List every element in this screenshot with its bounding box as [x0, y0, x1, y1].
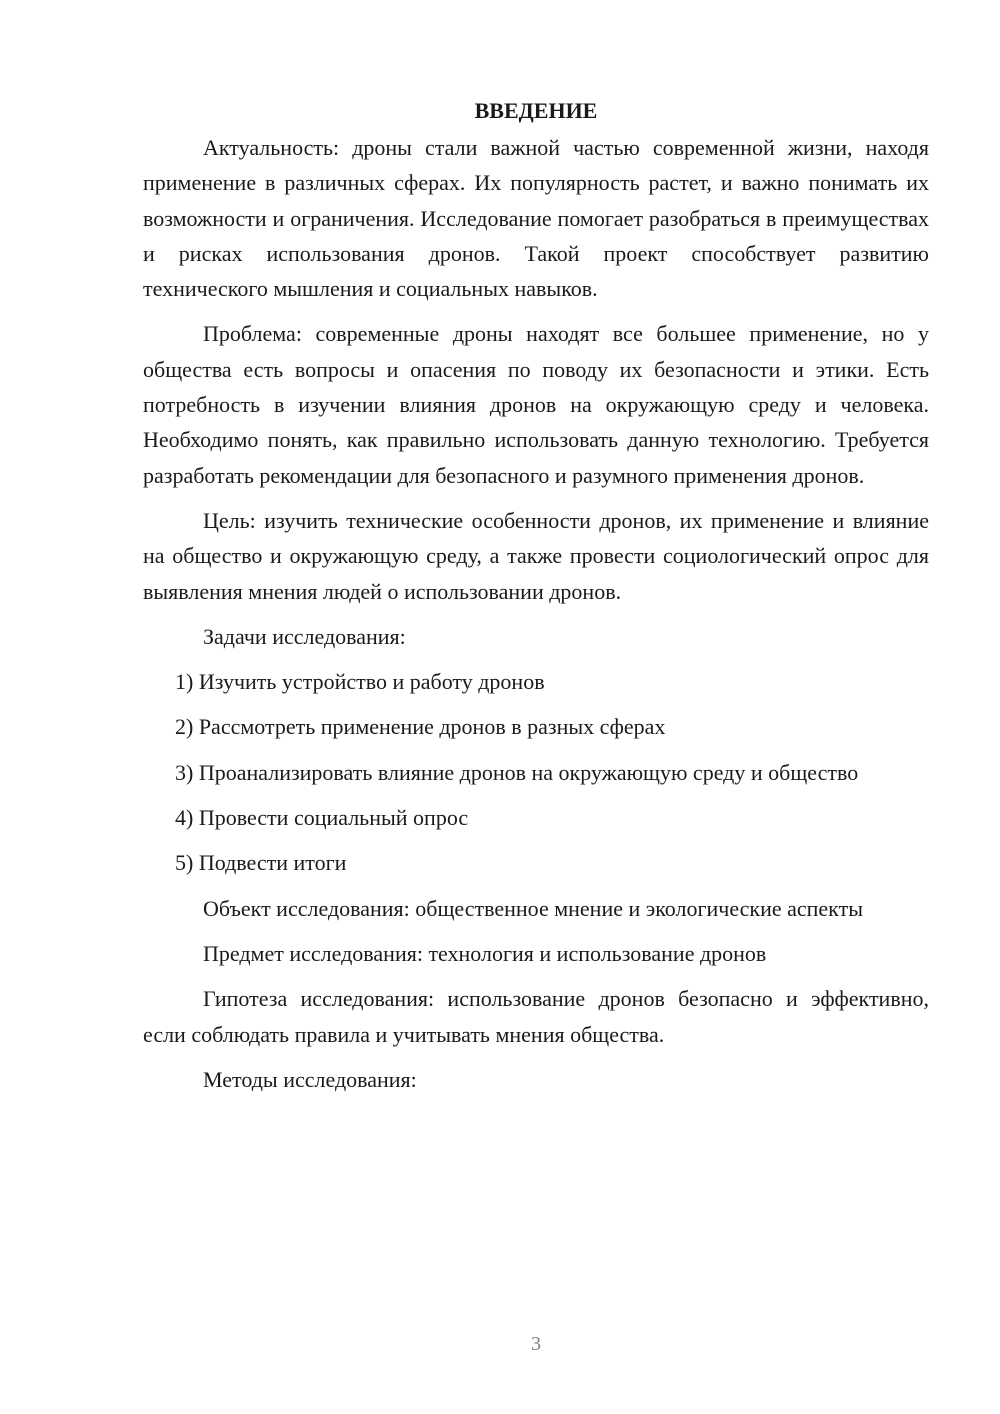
page-number: 3 — [531, 1333, 541, 1355]
methods-heading: Методы исследования: — [203, 1066, 417, 1092]
relevance-paragraph: Актуальность: дроны стали важной частью современной жизни, находя применение в различных сферах. Их популярность растет, и важно понимать их возможности и ограничения. Исследование помогает разобраться в преимуществах и рисках использования дронов. Такой проект способствует развитию технического мышления и социальных навыков. — [143, 135, 929, 302]
document-page — [143, 93, 929, 1107]
hypothesis-paragraph: Гипотеза исследования: использование дронов безопасно и эффективно, если соблюдать правила и учитывать мнения общества. — [143, 986, 929, 1047]
subject-paragraph: Предмет исследования: технология и использование дронов — [203, 940, 767, 966]
tasks-heading: Задачи исследования: — [203, 623, 406, 649]
task-item: 3) Проанализировать влияние дронов на окружающую среду и общество — [175, 759, 859, 785]
task-item: 2) Рассмотреть применение дронов в разных сферах — [175, 714, 666, 740]
section-title: ВВЕДЕНИЕ — [474, 98, 598, 123]
task-item: 4) Провести социальный опрос — [175, 805, 469, 831]
task-item: 5) Подвести итоги — [175, 850, 347, 876]
goal-paragraph: Цель: изучить технические особенности дронов, их применение и влияние на общество и окружающую среду, а также провести социологический опрос для выявления мнения людей о использовании дронов. — [143, 507, 929, 604]
task-item: 1) Изучить устройство и работу дронов — [175, 669, 545, 695]
object-paragraph: Объект исследования: общественное мнение и экологические аспекты — [203, 895, 863, 921]
problem-paragraph: Проблема: современные дроны находят все большее применение, но у общества есть вопросы и опасения по поводу их безопасности и этики. Есть потребность в изучении влияния дронов на окружающую среду и человека. Необходимо понять, как правильно использовать данную технологию. Требуется разработать рекомендации для безопасного и разумного применения дронов. — [143, 321, 929, 488]
